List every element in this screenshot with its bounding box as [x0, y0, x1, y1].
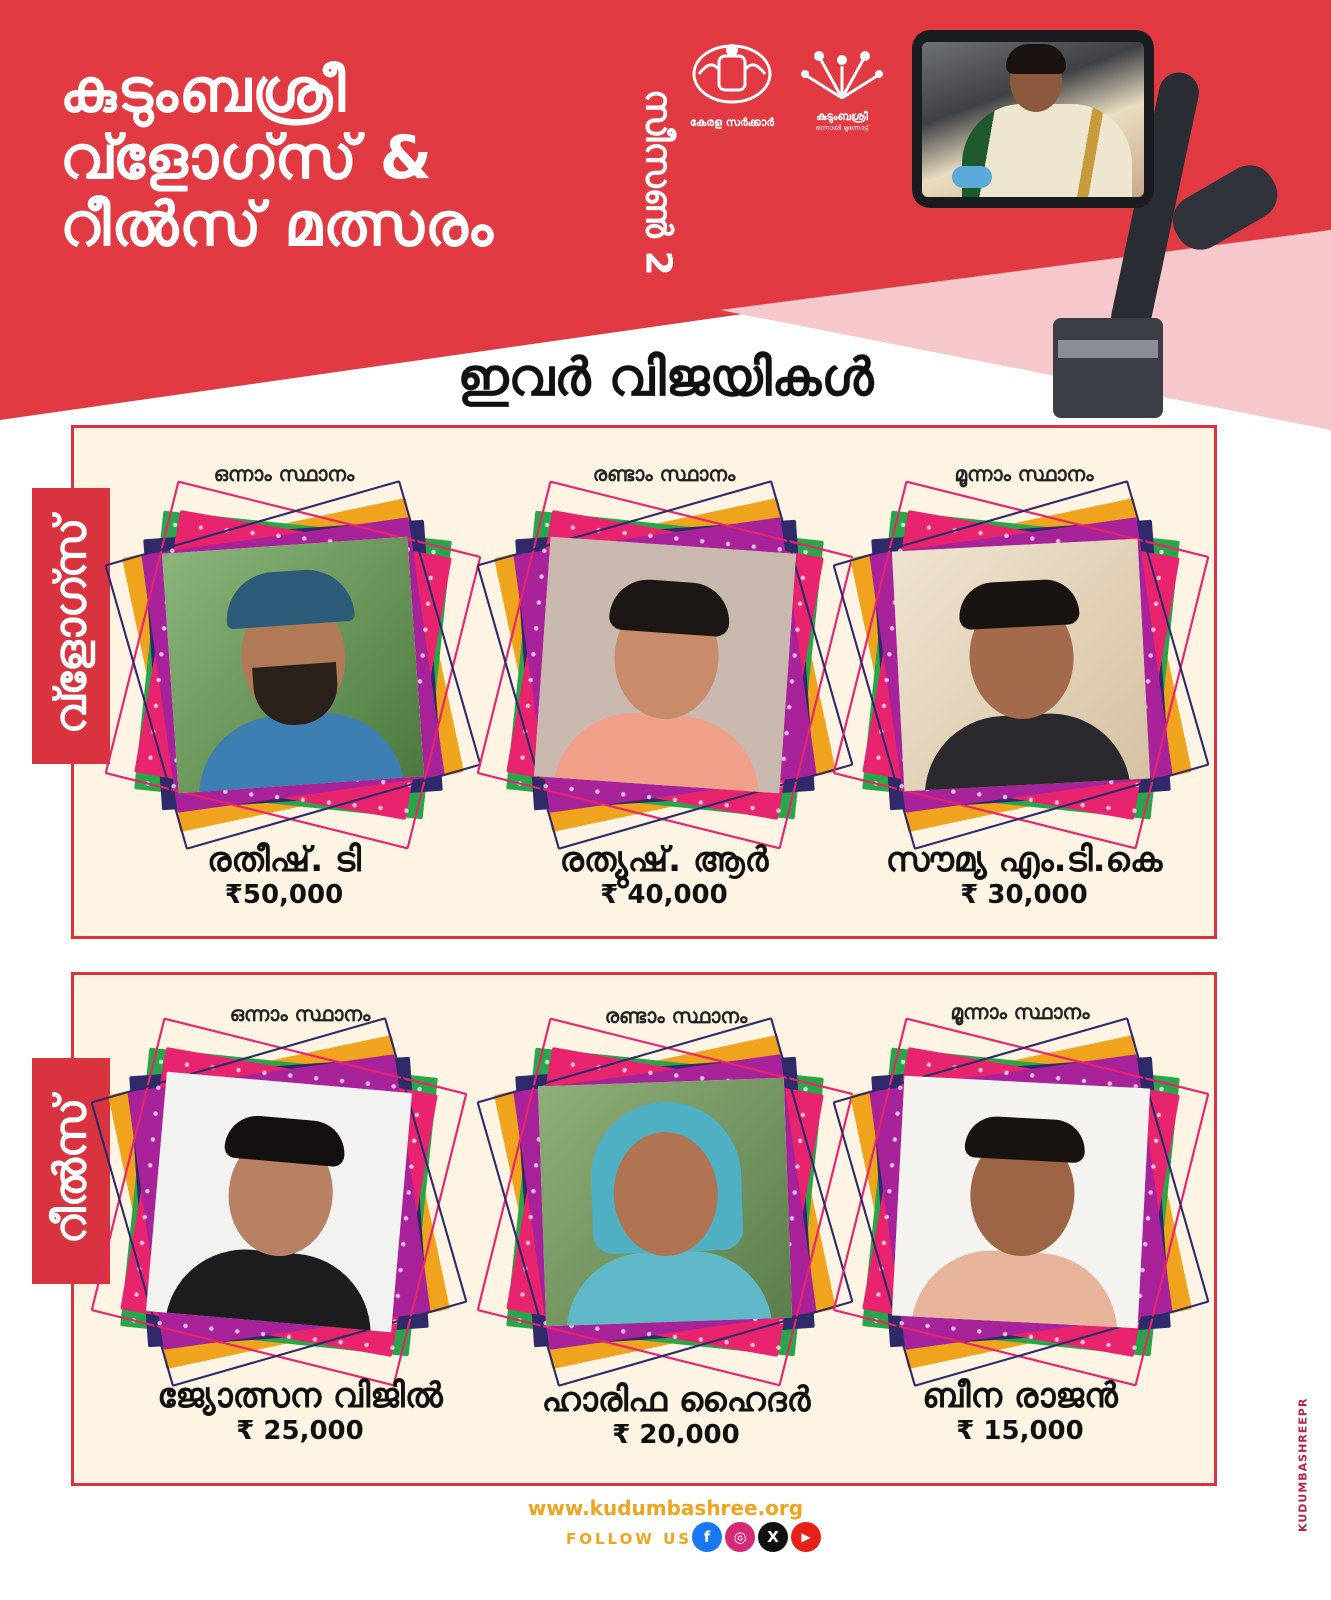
winner-name: രത്യുഷ്. ആർ — [559, 840, 769, 880]
prize-amount: ₹ 15,000 — [956, 1416, 1084, 1446]
place-label: രണ്ടാം സ്ഥാനം — [604, 1004, 748, 1028]
kudumbashree-tagline: ഒന്നായി മുന്നോട്ട് — [815, 124, 869, 132]
prize-amount: ₹ 30,000 — [960, 880, 1088, 910]
woman-hair — [1006, 44, 1066, 74]
reels-winner-3-details — [840, 1376, 1200, 1446]
place-label: ഒന്നാം സ്ഥാനം — [213, 462, 355, 486]
x-icon[interactable]: X — [758, 1522, 788, 1552]
prize-amount: ₹ 25,000 — [236, 1416, 364, 1446]
reels-winner-1-details — [120, 1376, 480, 1446]
winner-photo — [892, 539, 1150, 792]
winners-heading: ഇവർ വിജയികൾ — [457, 348, 874, 408]
winner-photo — [534, 537, 796, 794]
glove — [952, 166, 992, 188]
vlogs-winner-1 — [104, 462, 464, 486]
winner-name: സൗമ്യ എം.ടി.കെ — [885, 840, 1163, 880]
social-handle: KUDUMBASHREEPR — [1296, 1397, 1310, 1533]
title-line-1: കുടുംബശ്രീ — [60, 56, 347, 126]
kerala-government-caption: കേരള സർക്കാർ — [689, 116, 775, 129]
instagram-icon[interactable]: ◎ — [725, 1522, 755, 1552]
reels-winner-3-photo-frame — [876, 1062, 1166, 1342]
winner-name: രതീഷ്. ടി — [207, 840, 361, 880]
follow-us-label: FOLLOW US — [566, 1530, 693, 1548]
title-line-3: റീൽസ് മത്സരം — [60, 190, 494, 261]
kudumbashree-caption: കുടുംബശ്രീ — [816, 110, 868, 123]
winner-name: ബീന രാജൻ — [922, 1376, 1118, 1416]
kerala-emblem-icon — [682, 40, 782, 116]
vlogs-category-tag: വ്ളോഗ്സ് — [32, 488, 110, 764]
vlogs-winner-1-details — [104, 840, 464, 910]
reels-winner-2-details — [496, 1380, 856, 1450]
vlogs-winner-3-details — [844, 840, 1204, 910]
phone-screen-photo — [922, 42, 1144, 197]
prize-amount: ₹ 40,000 — [600, 880, 728, 910]
winner-name: ജ്യോത്സന വിജിൽ — [157, 1376, 443, 1416]
reels-winner-3 — [840, 1000, 1200, 1024]
website-link[interactable]: www.kudumbashree.org — [527, 1496, 804, 1520]
title-line-2: വ്ളോഗ്സ് & — [60, 123, 434, 194]
place-label: ഒന്നാം സ്ഥാനം — [229, 1002, 371, 1026]
kudumbashree-logo — [796, 48, 888, 133]
kerala-government-logo — [682, 40, 782, 130]
place-label: മൂന്നാം സ്ഥാനം — [954, 462, 1094, 486]
kudumbashree-logo-icon — [796, 48, 888, 110]
vlogs-winner-2 — [484, 462, 844, 486]
vlogs-winner-2-details — [484, 840, 844, 910]
vlogs-winner-3 — [844, 462, 1204, 486]
winner-name: ഹാരിഫ ഹൈദർ — [541, 1380, 811, 1420]
page-title — [60, 58, 494, 260]
prize-amount: ₹50,000 — [224, 880, 344, 910]
reels-winner-2-photo-frame — [520, 1062, 810, 1342]
prize-amount: ₹ 20,000 — [612, 1420, 740, 1450]
winner-photo — [538, 1078, 792, 1326]
place-label: മൂന്നാം സ്ഥാനം — [950, 1000, 1090, 1024]
vlogs-winner-2-photo-frame — [520, 525, 810, 805]
place-label: രണ്ടാം സ്ഥാനം — [592, 462, 736, 486]
facebook-icon[interactable]: f — [692, 1522, 722, 1552]
reels-winner-1-photo-frame — [134, 1062, 424, 1342]
season-label: സീസൺ 2 — [637, 88, 679, 276]
winner-photo — [892, 1076, 1150, 1329]
winner-photo — [162, 537, 424, 794]
winner-photo — [146, 1072, 412, 1333]
youtube-icon[interactable]: ▶ — [791, 1522, 821, 1552]
vlogs-winner-3-photo-frame — [876, 525, 1166, 805]
vlogs-winner-1-photo-frame — [148, 525, 438, 805]
reels-category-tag: റീൽസ് — [32, 1058, 110, 1284]
